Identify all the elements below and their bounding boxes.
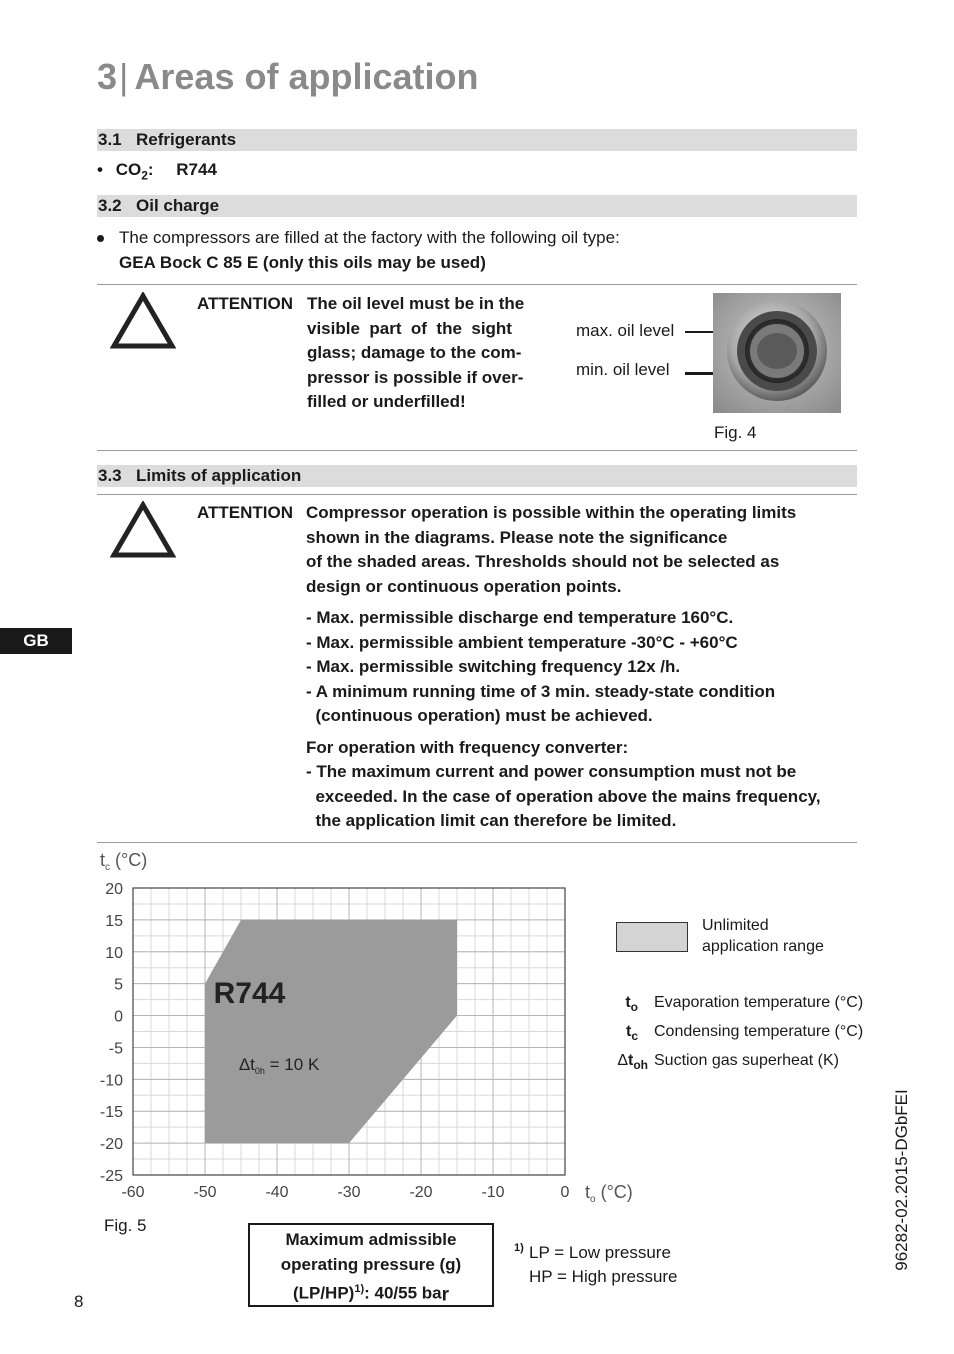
limit-item: - Max. permissible ambient temperature -30°C - +60°C <box>306 632 738 652</box>
pressure-lphp: (LP/HP) <box>292 1283 355 1303</box>
text-line: of the shaded areas. Thresholds should not be selected as <box>306 552 780 571</box>
symbol-letter: t <box>625 1023 632 1040</box>
y-tick-label: -20 <box>99 1136 123 1154</box>
delta-symbol: Δ <box>617 1052 628 1069</box>
y-tick-label: 10 <box>105 944 123 962</box>
chapter-number: 3 <box>97 56 118 97</box>
refrigerant-line <box>97 158 217 188</box>
limits-attention-text <box>306 501 846 834</box>
document-id <box>872 1090 932 1270</box>
footnote-hp: HP = High pressure <box>529 1267 678 1286</box>
y-tick-label: 15 <box>105 912 123 930</box>
refrigerant-chart-label: R744 <box>213 976 286 1010</box>
limit-item: - Max. permissible discharge end temperature 160°C. <box>306 608 734 627</box>
limit-item: (continuous operation) must be achieved. <box>306 706 653 725</box>
page-number: 8 <box>74 1292 84 1311</box>
text-line: filled or underfilled! <box>307 392 466 411</box>
footnote-lp: LP = Low pressure <box>529 1243 671 1262</box>
y-tick-label: 5 <box>114 976 123 994</box>
x-tick-label: -60 <box>121 1184 145 1201</box>
divider <box>97 284 857 285</box>
x-axis-label: $t_o$ (°C) <box>585 1182 633 1205</box>
converter-line: the application limit can therefore be limited. <box>306 811 677 830</box>
min-oil-level-label: min. oil level <box>576 360 670 379</box>
text-line: design or continuous operation points. <box>306 576 622 596</box>
limit-item: - Max. permissible switching frequency 12x /h. <box>306 657 681 676</box>
warning-triangle-icon <box>110 292 176 350</box>
section-number: 3.2 <box>98 196 122 215</box>
symbol-sub: c <box>631 1029 638 1044</box>
section-number: 3.1 <box>98 130 122 149</box>
y-tick-label: 0 <box>114 1008 123 1026</box>
y-tick-label: -10 <box>99 1072 123 1090</box>
footnote-ref: 1) <box>354 1283 365 1295</box>
symbol-sub: o <box>630 1000 638 1015</box>
superheat-annotation: $\Delta t_{0h} = 10$ K <box>238 1054 320 1076</box>
sight-glass-photo <box>713 293 841 413</box>
unlimited-range-label <box>702 915 824 957</box>
symbol-letter: t <box>628 1052 634 1069</box>
symbol-dtoh <box>600 1052 648 1072</box>
fig5-caption: Fig. 5 <box>104 1216 147 1235</box>
limit-item: - A minimum running time of 3 min. steady-state condition <box>306 681 776 701</box>
oil-bullet-text: The compressors are filled at the factory with the following oil type: <box>119 228 620 247</box>
max-oil-level-label: max. oil level <box>576 321 675 340</box>
application-limits-chart <box>90 845 650 1215</box>
divider <box>97 494 857 495</box>
chapter-title-text: Areas of application <box>134 56 479 97</box>
document-id-text: 96282-02.2015-DGbFEI <box>892 1089 911 1271</box>
section-heading-limits <box>97 465 857 487</box>
text-line: shown in the diagrams. Please note the significance <box>306 527 728 547</box>
legend-line: application range <box>702 938 824 955</box>
section-heading-oil-charge <box>97 195 857 217</box>
symbol-to <box>612 994 638 1014</box>
text-line: The oil level must be in the <box>307 294 525 313</box>
x-tick-label: 0 <box>560 1184 570 1201</box>
x-tick-label: -10 <box>481 1184 505 1201</box>
language-tab: GB <box>0 628 72 654</box>
y-tick-label: -5 <box>108 1040 123 1058</box>
text-line: Compressor operation is possible within the operating limits <box>306 503 797 522</box>
legend-line: Unlimited <box>702 917 769 934</box>
footnote-mark: 1) <box>514 1242 524 1254</box>
co2-colon: : <box>147 160 154 179</box>
pressure-unit-r: r <box>441 1284 450 1306</box>
refrigerant-name: R744 <box>176 160 217 179</box>
pressure-line: operating pressure (g) <box>280 1254 462 1274</box>
symbol-letter: t <box>625 994 631 1011</box>
symbol-sub: oh <box>633 1058 648 1073</box>
converter-line: - The maximum current and power consumption must not be <box>306 762 797 781</box>
y-axis-label: $t_c$ (°C) <box>100 850 148 873</box>
unlimited-range-swatch <box>616 922 688 952</box>
bullet-dot <box>97 235 104 242</box>
section-heading-refrigerants <box>97 129 857 151</box>
oil-type: GEA Bock C 85 E (only this oils may be used) <box>119 253 486 272</box>
section-number: 3.3 <box>98 466 122 485</box>
section-title: Limits of application <box>136 466 302 485</box>
y-tick-label: -15 <box>99 1104 123 1122</box>
text-line: visible part of the sight <box>307 318 512 338</box>
text-line: glass; damage to the com- <box>307 343 522 362</box>
warning-triangle-icon <box>110 501 176 559</box>
converter-heading: For operation with frequency converter: <box>306 737 629 757</box>
oil-attention-text <box>307 292 529 415</box>
co2-subscript: 2 <box>141 168 148 183</box>
symbol-tc <box>612 1023 638 1043</box>
attention-label: ATTENTION <box>197 294 294 313</box>
application-region <box>205 920 457 1143</box>
attention-label: ATTENTION <box>197 503 294 522</box>
converter-line: exceeded. In the case of operation above the mains frequency, <box>306 786 821 806</box>
symbol-tc-desc: Condensing temperature (°C) <box>654 1023 864 1040</box>
x-tick-label: -20 <box>409 1184 433 1201</box>
pressure-line <box>250 1277 492 1308</box>
pressure-value: : 40/55 ba <box>364 1283 442 1303</box>
x-tick-label: -50 <box>193 1184 217 1201</box>
divider <box>97 842 857 843</box>
pressure-line: Maximum admissible <box>285 1230 457 1249</box>
section-title: Refrigerants <box>136 130 237 149</box>
y-tick-label: -25 <box>99 1168 123 1185</box>
fig4-caption: Fig. 4 <box>714 423 757 442</box>
x-tick-label: -30 <box>337 1184 361 1201</box>
chapter-separator: | <box>119 56 129 97</box>
chapter-title <box>97 56 478 98</box>
max-pressure-box <box>248 1223 494 1307</box>
x-tick-label: -40 <box>265 1184 289 1201</box>
symbol-to-desc: Evaporation temperature (°C) <box>654 994 864 1011</box>
divider <box>97 450 857 451</box>
y-tick-label: 20 <box>105 881 123 898</box>
co2-label: CO <box>115 160 142 179</box>
text-line: pressor is possible if over- <box>307 367 524 387</box>
bullet: • <box>97 160 103 179</box>
section-title: Oil charge <box>136 196 220 215</box>
symbol-dtoh-desc: Suction gas superheat (K) <box>654 1052 839 1069</box>
